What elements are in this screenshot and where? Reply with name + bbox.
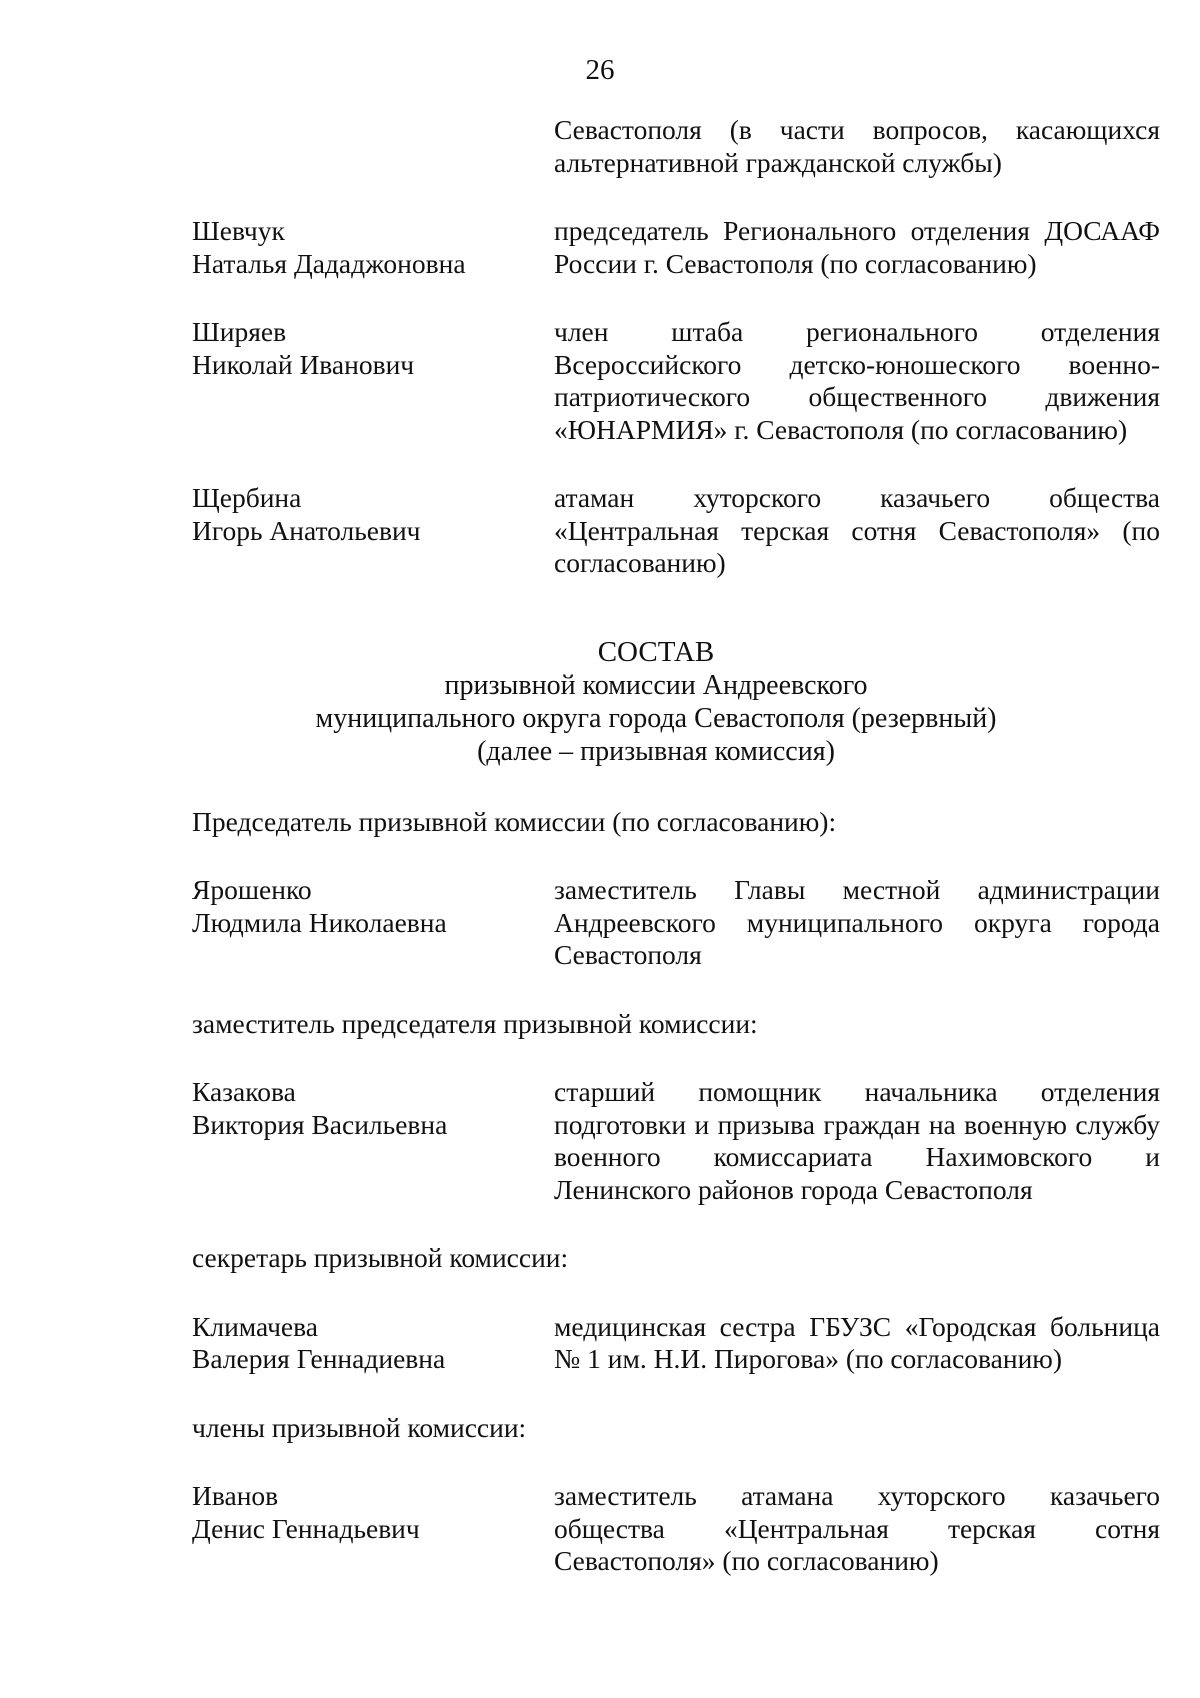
spacer <box>192 838 1160 874</box>
continuation-role: Севастополя (в части вопросов, касающихся альтернативной гражданской службы) <box>554 114 1160 178</box>
member-given-names: Людмила Николаевна <box>192 906 447 938</box>
members-label: члены призывной комиссии: <box>192 1411 527 1443</box>
member-row <box>192 1076 1160 1206</box>
member-surname: Иванов <box>192 1480 279 1511</box>
member-row <box>192 316 1160 446</box>
member-name <box>192 874 554 972</box>
member-surname: Шевчук <box>192 215 285 246</box>
spacer <box>192 1040 1160 1076</box>
spacer <box>192 1206 1160 1242</box>
member-name <box>192 482 554 580</box>
member-surname: Ширяев <box>192 316 287 347</box>
spacer <box>192 179 1160 215</box>
member-name <box>192 316 554 446</box>
member-name <box>192 1076 554 1206</box>
spacer <box>192 580 1160 636</box>
member-given-names: Николай Иванович <box>192 348 415 380</box>
member-given-names: Валерия Геннадиевна <box>192 1343 446 1374</box>
member-role: медицинская сестра ГБУЗС «Городская больница № 1 им. Н.И. Пирогова» (по согласованию) <box>554 1310 1160 1374</box>
heading-line: (далее – призывная комиссия) <box>477 735 835 767</box>
member-role: атаман хуторского казачьего общества «Центральная терская сотня Севастополя» (по согласованию) <box>554 482 1160 578</box>
member-given-names: Игорь Анатольевич <box>192 514 421 546</box>
spacer <box>192 280 1160 316</box>
spacer <box>192 446 1160 482</box>
member-row <box>192 215 1160 280</box>
member-role: член штаба регионального отделения Всероссийского детско-юношеского военно-патриотического общественного движения «ЮНАРМИЯ» г. Севастополя (по согласованию) <box>554 316 1160 445</box>
member-role: председатель Регионального отделения ДОСААФ России г. Севастополя (по согласованию) <box>554 215 1160 279</box>
member-role: заместитель атамана хуторского казачьего общества «Центральная терская сотня Севастополя» (по согласованию) <box>554 1480 1160 1576</box>
member-row <box>192 1311 1160 1376</box>
member-row <box>192 482 1160 580</box>
member-given-names: Виктория Васильевна <box>192 1108 448 1140</box>
member-given-names: Наталья Дададжоновна <box>192 247 466 279</box>
secretary-label: секретарь призывной комиссии: <box>192 1242 569 1273</box>
spacer <box>192 768 1160 806</box>
member-surname: Казакова <box>192 1076 296 1107</box>
member-name <box>192 1480 554 1578</box>
member-name <box>192 215 554 280</box>
spacer <box>192 972 1160 1008</box>
spacer <box>192 1376 1160 1412</box>
member-surname: Щербина <box>192 482 302 513</box>
heading-line: призывной комиссии Андреевского <box>444 669 868 701</box>
spacer <box>192 1275 1160 1311</box>
member-row <box>192 1480 1160 1578</box>
member-role: старший помощник начальника отделения подготовки и призыва граждан на военную службу военного комиссариата Нахимовского и Ленинского районов города Севастополя <box>554 1076 1160 1205</box>
document-body <box>192 114 1160 1578</box>
member-name <box>192 1311 554 1376</box>
heading-line: муниципального округа города Севастополя (резервный) <box>315 702 997 734</box>
member-role: заместитель Главы местной администрации Андреевского муниципального округа города Севастополя <box>554 874 1160 970</box>
member-surname: Климачева <box>192 1310 318 1342</box>
chair-label: Председатель призывной комиссии (по согласованию): <box>192 805 837 837</box>
member-surname: Ярошенко <box>192 874 312 905</box>
member-row <box>192 874 1160 972</box>
deputy-label: заместитель председателя призывной комиссии: <box>192 1007 758 1039</box>
section-heading <box>152 636 1160 768</box>
page-number: 26 <box>585 54 615 86</box>
heading-title: СОСТАВ <box>597 635 715 668</box>
spacer <box>192 1444 1160 1480</box>
member-given-names: Денис Геннадьевич <box>192 1512 420 1544</box>
